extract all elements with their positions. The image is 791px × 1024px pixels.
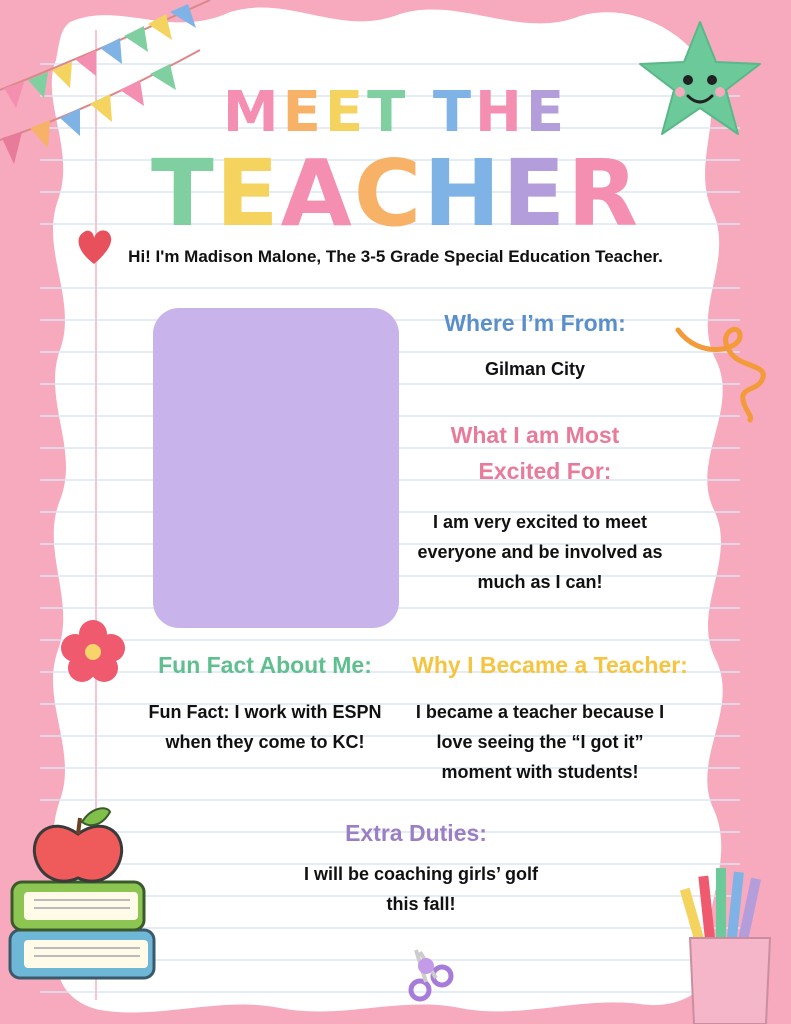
- title-meet-the: [0, 80, 791, 145]
- title-teacher-letter: C: [353, 140, 424, 247]
- title-meet-the-letter: T: [432, 80, 476, 145]
- title-teacher: [0, 140, 791, 247]
- extra-duties-text-line1: I will be coaching girls’ golf: [303, 864, 539, 884]
- intro-text: Hi! I'm Madison Malone, The 3-5 Grade Special Education Teacher.: [128, 247, 663, 266]
- title-meet-the-letter: H: [475, 80, 526, 145]
- excited-text-line2: everyone and be involved as: [417, 542, 663, 562]
- extra-duties-heading: Extra Duties:: [345, 820, 487, 846]
- where-from-heading: Where I’m From:: [444, 310, 626, 336]
- title-teacher-letter: T: [150, 140, 216, 247]
- title-meet-the-letter: E: [324, 80, 368, 145]
- teacher-photo: [174, 331, 378, 603]
- title-meet-the-letter: M: [222, 80, 283, 145]
- title-meet-the-letter: E: [282, 80, 325, 145]
- title-meet-the-letter: [409, 80, 433, 145]
- where-from-text: Gilman City: [484, 359, 586, 379]
- excited-text-line1: I am very excited to meet: [432, 512, 648, 532]
- title-teacher-letter: E: [215, 140, 281, 247]
- excited-text-line3: much as I can!: [477, 572, 603, 592]
- extra-duties-text-line2: this fall!: [386, 894, 456, 914]
- title-meet-the-letter: T: [367, 80, 410, 145]
- fun-fact-text-line1: Fun Fact: I work with ESPN: [148, 702, 382, 722]
- why-teacher-text-line1: I became a teacher because I: [415, 702, 665, 722]
- title-teacher-letter: E: [502, 140, 568, 247]
- why-teacher-text-line3: moment with students!: [441, 762, 639, 782]
- fun-fact-text-line2: when they come to KC!: [165, 732, 365, 752]
- excited-heading-line2: Excited For:: [478, 458, 612, 484]
- title-teacher-letter: R: [567, 140, 641, 247]
- title-meet-the-letter: E: [525, 80, 569, 145]
- fun-fact-heading: Fun Fact About Me:: [158, 652, 372, 678]
- why-teacher-text-line2: love seeing the “I got it”: [436, 732, 644, 752]
- why-teacher-heading: Why I Became a Teacher:: [412, 652, 688, 678]
- title-teacher-letter: H: [423, 140, 503, 247]
- excited-heading-line1: What I am Most: [450, 422, 620, 448]
- title-teacher-letter: A: [280, 140, 354, 247]
